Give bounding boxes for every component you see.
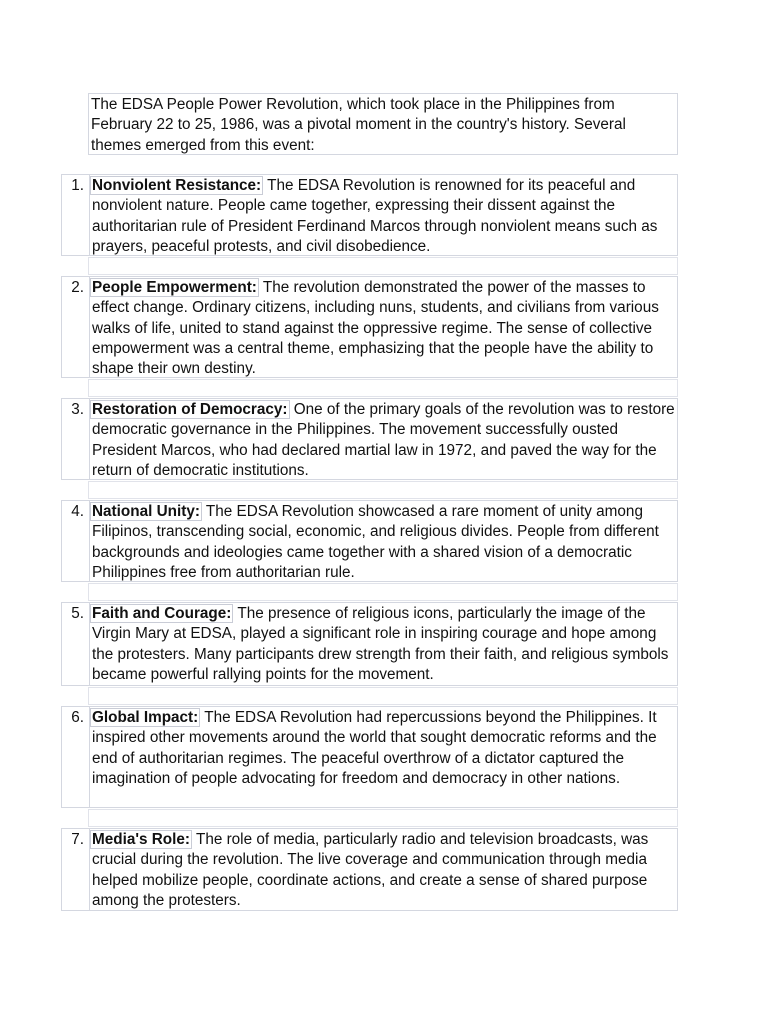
item-body: [89, 707, 677, 807]
item-text: The EDSA Revolution is renowned for its peaceful and nonviolent nature. People came together, expressing their dissent against the authoritarian rule of President Ferdinand Marcos through nonviolent means such as prayers, peaceful protests, and civil disobedience.: [92, 177, 658, 255]
item-text: One of the primary goals of the revolution was to restore democratic governance in the Philippines. The movement successfully ousted President Marcos, who had declared martial law in 1972, and paved the way for the return of democratic institutions.: [92, 401, 675, 479]
theme-item-5: [61, 602, 678, 686]
item-number: 7.: [71, 831, 84, 848]
item-text: The revolution demonstrated the power of the masses to effect change. Ordinary citizens, including nuns, students, and civilians from various walks of life, united to stand against the oppressive regime. The sense of collective empowerment was a central theme, emphasizing that the people have the ability to shape their own destiny.: [92, 279, 659, 378]
item-title: Faith and Courage:: [92, 605, 232, 622]
theme-item-6: [61, 706, 678, 808]
item-text: The EDSA Revolution had repercussions beyond the Philippines. It inspired other movements around the world that sought democratic reforms and the end of authoritarian regimes. The peaceful overthrow of a dictator captured the imagination of people advocating for freedom and democracy in other nations.: [92, 709, 657, 787]
item-body: [89, 175, 677, 255]
item-body: [89, 829, 677, 910]
item-title: People Empowerment:: [92, 279, 257, 296]
spacer-cell: [88, 379, 678, 397]
spacer-cell: [88, 257, 678, 275]
item-text: The presence of religious icons, particularly the image of the Virgin Mary at EDSA, played a significant role in inspiring courage and hope among the protesters. Many participants drew strength from their faith, and religious symbols became powerful rallying points for the movement.: [92, 605, 669, 683]
item-number: 3.: [71, 401, 84, 418]
item-title: National Unity:: [92, 503, 200, 520]
item-number: 2.: [71, 279, 84, 296]
item-body: [89, 603, 677, 685]
item-body: [89, 501, 677, 581]
item-title: Restoration of Democracy:: [92, 401, 288, 418]
theme-item-2: [61, 276, 678, 378]
spacer-cell: [88, 809, 678, 827]
item-number: 4.: [71, 503, 84, 520]
spacer-cell: [88, 481, 678, 499]
theme-item-1: [61, 174, 678, 256]
theme-item-7: [61, 828, 678, 911]
intro-paragraph: The EDSA People Power Revolution, which took place in the Philippines from February 22 to 25, 1986, was a pivotal moment in the country's history. Several themes emerged from this event:: [88, 93, 678, 155]
item-number: 5.: [71, 605, 84, 622]
theme-item-3: [61, 398, 678, 480]
item-title: Media's Role:: [92, 831, 190, 848]
item-body: [89, 399, 677, 479]
item-text: The role of media, particularly radio and television broadcasts, was crucial during the revolution. The live coverage and communication through media helped mobilize people, coordinate actions, and create a sense of shared purpose among the protesters.: [92, 831, 649, 909]
spacer-cell: [88, 583, 678, 601]
item-number: 1.: [71, 177, 84, 194]
item-title: Nonviolent Resistance:: [92, 177, 262, 194]
item-body: [89, 277, 677, 377]
item-number: 6.: [71, 709, 84, 726]
item-text: The EDSA Revolution showcased a rare moment of unity among Filipinos, transcending social, economic, and religious divides. People from different backgrounds and ideologies came together with a shared vision of a democratic Philippines free from authoritarian rule.: [92, 503, 659, 581]
spacer-cell: [88, 687, 678, 705]
theme-item-4: [61, 500, 678, 582]
item-title: Global Impact:: [92, 709, 199, 726]
